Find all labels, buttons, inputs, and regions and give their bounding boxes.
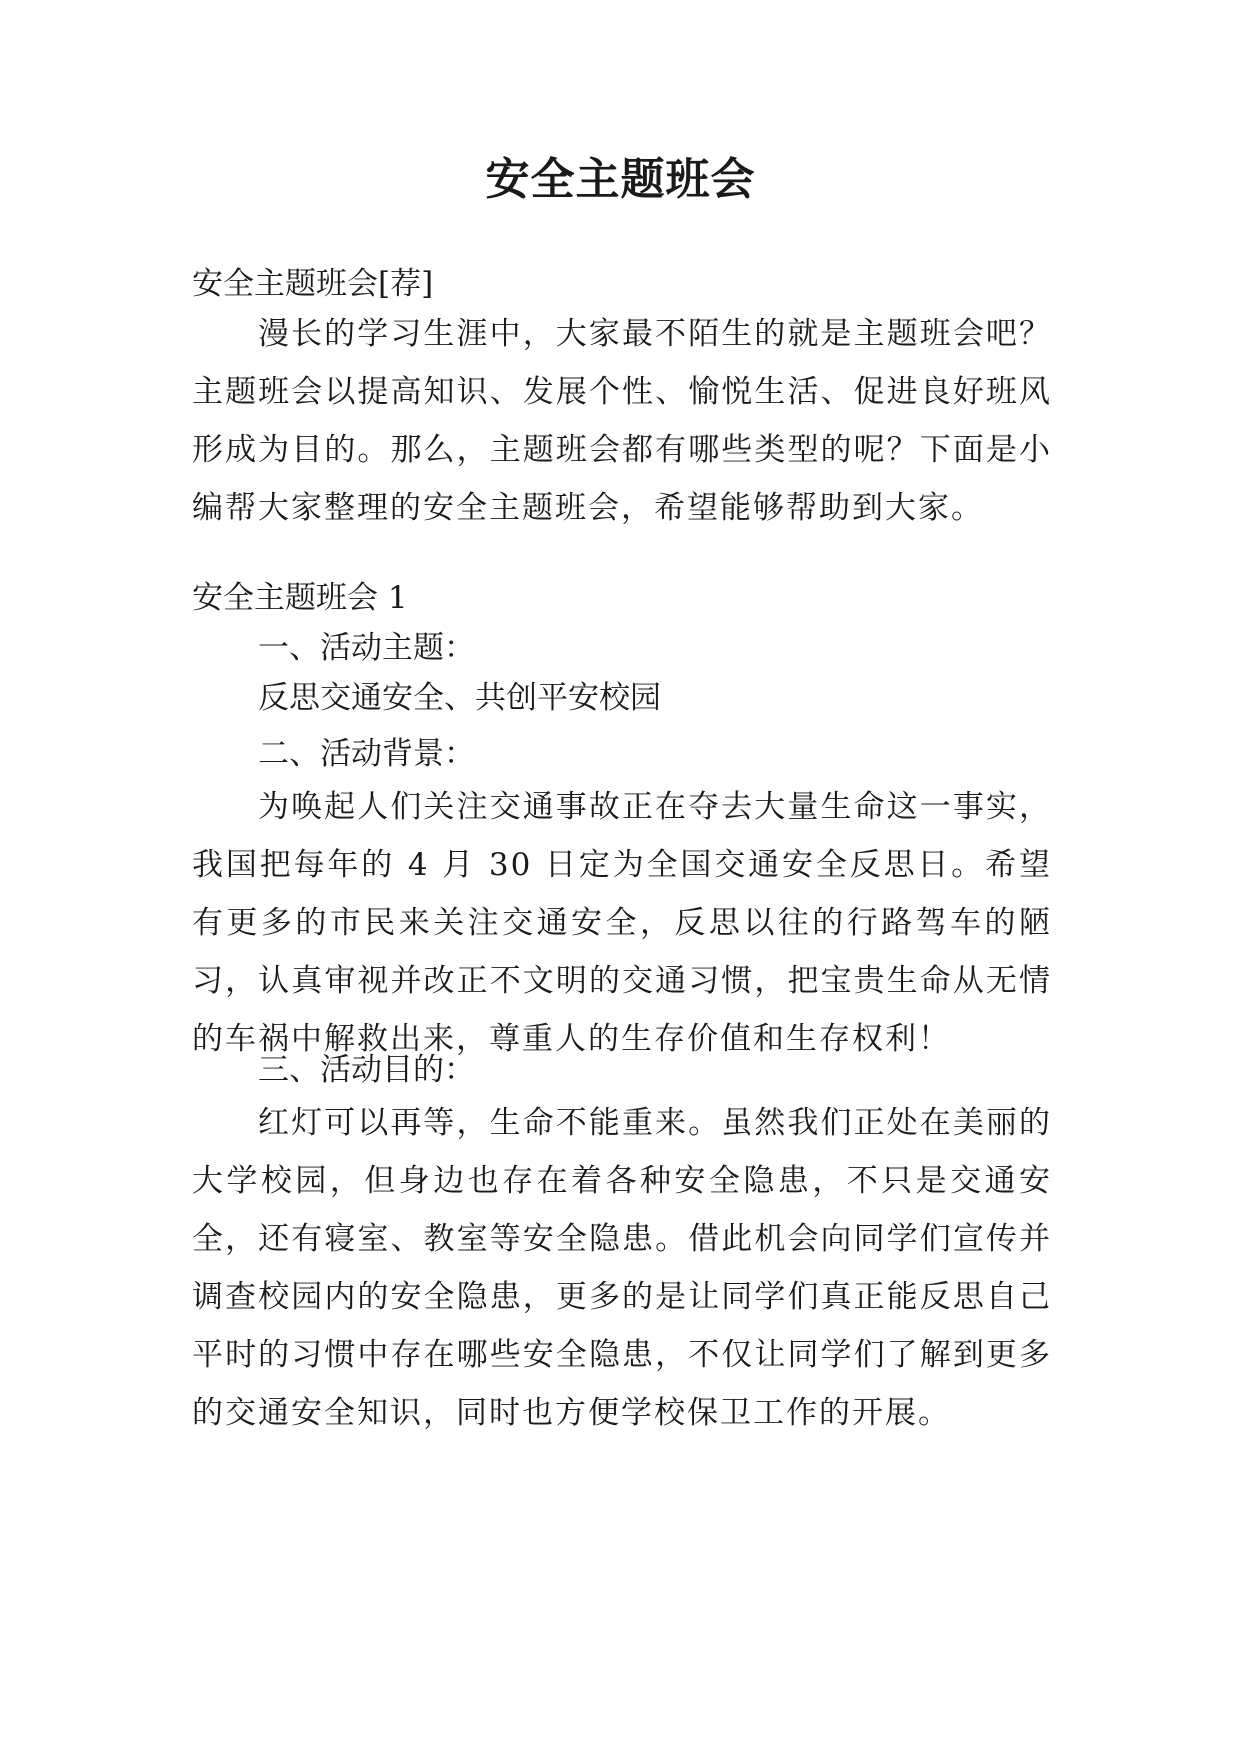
item-heading-purpose: 三、活动目的： (258, 1052, 475, 1088)
item-heading-theme: 一、活动主题： (258, 630, 475, 666)
item-text-purpose: 红灯可以再等，生命不能重来。虽然我们正处在美丽的大学校园，但身边也存在着各种安全隐患，不只是交通安全，还有寝室、教室等安全隐患。借此机会向同学们宣传并调查校园内的安全隐患，更多的是让同学们真正能反思自己平时的习惯中存在哪些安全隐患，不仅让同学们了解到更多的交通安全知识，同时也方便学校保卫工作的开展。 (192, 1105, 1052, 1431)
intro-paragraph: 漫长的学习生涯中，大家最不陌生的就是主题班会吧？主题班会以提高知识、发展个性、愉悦生活、促进良好班风形成为目的。那么，主题班会都有哪些类型的呢？下面是小编帮大家整理的安全主题班会，希望能够帮助到大家。 (192, 316, 1052, 526)
document-title: 安全主题班会 (485, 154, 756, 205)
item-text-background: 为唤起人们关注交通事故正在夺去大量生命这一事实，我国把每年的 4 月 30 日定为全国交通安全反思日。希望有更多的市民来关注交通安全，反思以往的行路驾车的陋习，认真审视并改正不文明的交通习惯，把宝贵生命从无情的车祸中解救出来，尊重人的生存价值和生存权利！ (192, 789, 1052, 1057)
item-heading-background: 二、活动背景： (258, 736, 475, 772)
section-heading: 安全主题班会 1 (192, 580, 408, 616)
document-subtitle: 安全主题班会[荐] (192, 266, 434, 302)
item-text-theme: 反思交通安全、共创平安校园 (258, 680, 661, 716)
